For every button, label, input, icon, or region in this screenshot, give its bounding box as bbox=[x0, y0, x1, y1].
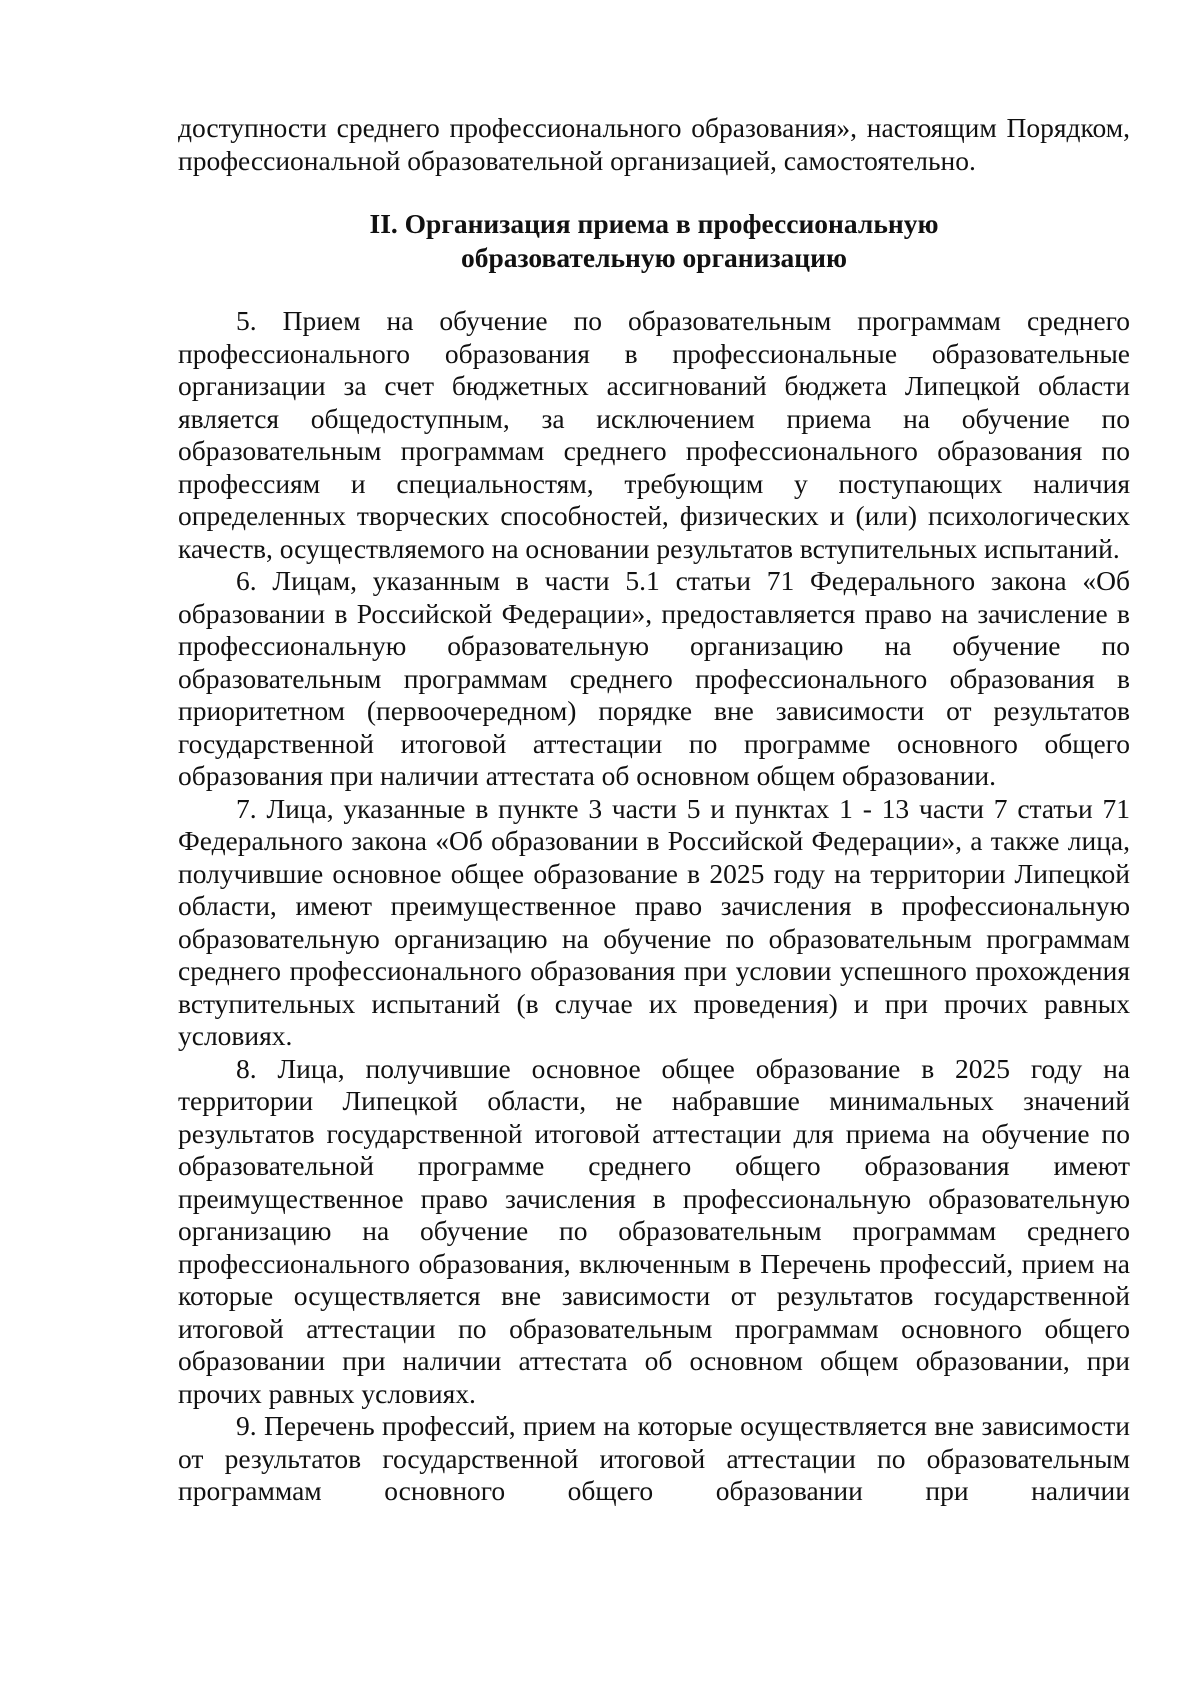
section-heading bbox=[178, 207, 1130, 275]
paragraph-7: 7. Лица, указанные в пункте 3 части 5 и пунктах 1 - 13 части 7 статьи 71 Федерального закона «Об образовании в Российской Федерации», а также лица, получившие основное общее образование в 2025 году на территории Липецкой области, имеют преимущественное право зачисления в профессиональную образовательную организацию на обучение по образовательным программам среднего профессионального образования при условии успешного прохождения вступительных испытаний (в случае их проведения) и при прочих равных условиях. bbox=[178, 792, 1130, 1051]
paragraph-8: 8. Лица, получившие основное общее образование в 2025 году на территории Липецкой области, не набравшие минимальных значений результатов государственной итоговой аттестации для приема на обучение по образовательной программе среднего общего образования имеют преимущественное право зачисления в профессиональную образовательную организацию на обучение по образовательным программам среднего профессионального образования, включенным в Перечень профессий, прием на которые осуществляется вне зависимости от результатов государственной итоговой аттестации по образовательным программам основного общего образовании при наличии аттестата об основном общем образовании, при прочих равных условиях. bbox=[178, 1052, 1130, 1409]
paragraph-6: 6. Лицам, указанным в части 5.1 статьи 71 Федерального закона «Об образовании в Российской Федерации», предоставляется право на зачисление в профессиональную образовательную организацию на обучение по образовательным программам среднего профессионального образования в приоритетном (первоочередном) порядке вне зависимости от результатов государственной итоговой аттестации по программе основного общего образования при наличии аттестата об основном общем образовании. bbox=[178, 565, 1130, 791]
intro-paragraph: доступности среднего профессионального образования», настоящим Порядком, профессиональной образовательной организацией, самостоятельно. bbox=[178, 112, 1130, 176]
paragraph-5: 5. Прием на обучение по образовательным программам среднего профессионального образования в профессиональные образовательные организации за счет бюджетных ассигнований бюджета Липецкой области является общедоступным, за исключением приема на обучение по образовательным программам среднего профессионального образования по профессиям и специальностям, требующим у поступающих наличия определенных творческих способностей, физических и (или) психологических качеств, осуществляемого на основании результатов вступительных испытаний. bbox=[178, 305, 1130, 564]
paragraph-9: 9. Перечень профессий, прием на которые осуществляется вне зависимости от результатов государственной итоговой аттестации по образовательным программам основного общего образовании при наличии bbox=[178, 1410, 1130, 1506]
document-page bbox=[178, 112, 1130, 1508]
section-heading-line-1: II. Организация приема в профессиональную bbox=[369, 208, 939, 239]
section-heading-line-2: образовательную организацию bbox=[460, 242, 848, 273]
